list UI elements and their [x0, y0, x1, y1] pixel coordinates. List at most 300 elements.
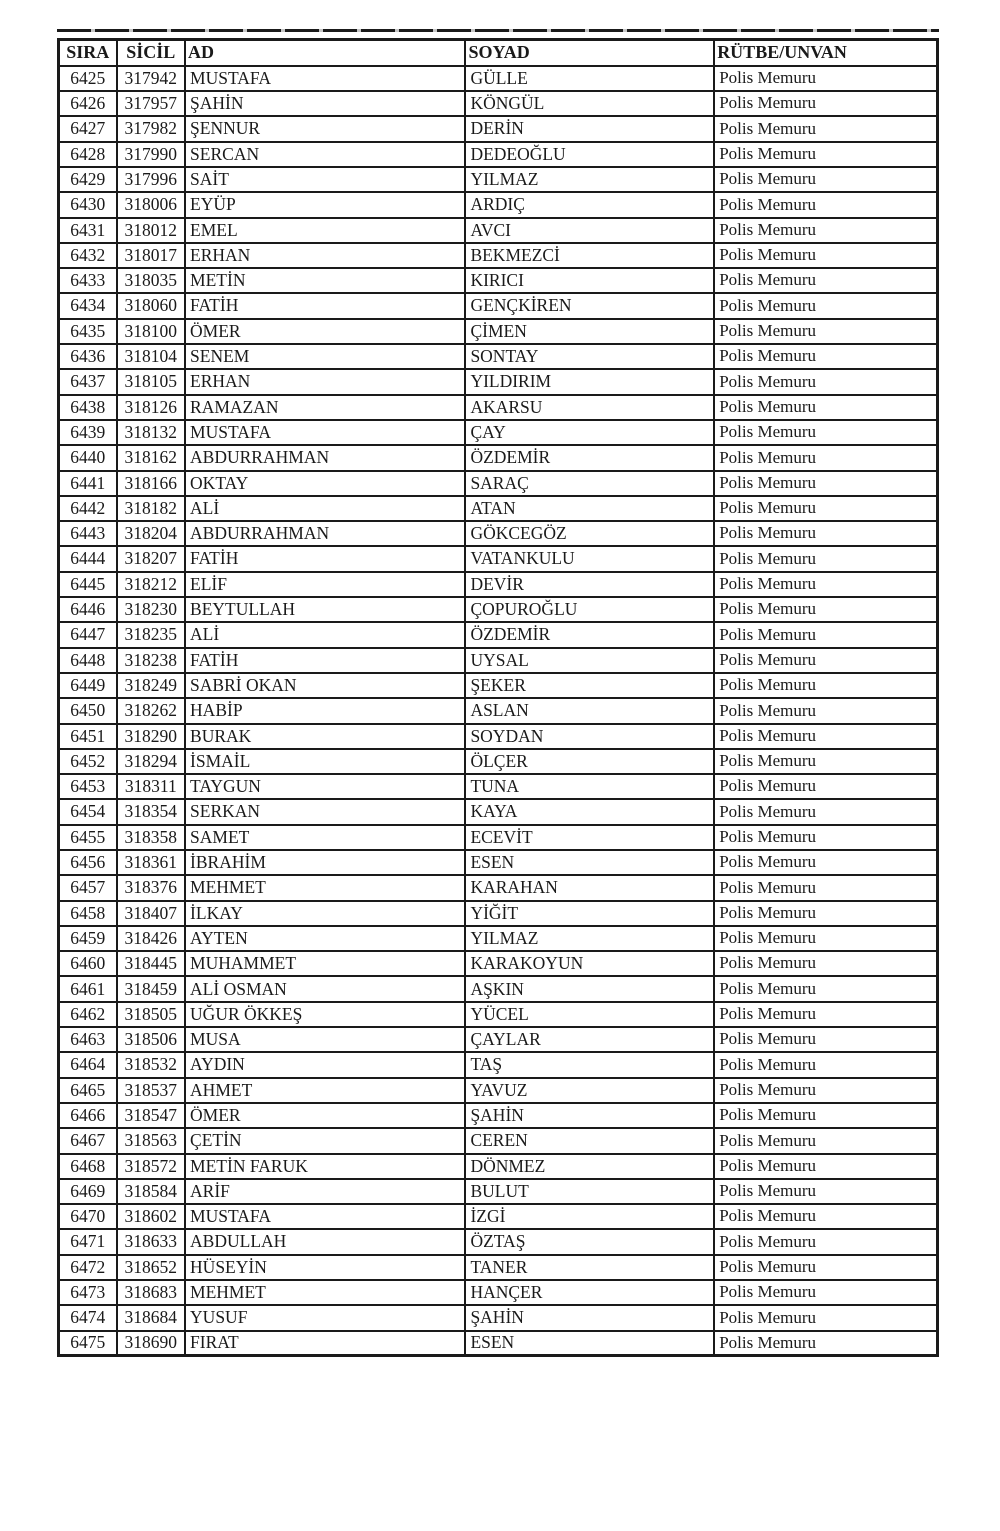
cell-ad: UĞUR ÖKKEŞ	[185, 1002, 465, 1027]
table-row	[59, 1305, 938, 1330]
cell-sira: 6451	[59, 724, 117, 749]
cell-ad: ÇETİN	[185, 1128, 465, 1153]
table-row	[59, 420, 938, 445]
cell-sicil: 318633	[117, 1229, 186, 1254]
cell-sira: 6430	[59, 192, 117, 217]
table-row	[59, 1331, 938, 1356]
table-row	[59, 1078, 938, 1103]
cell-sicil: 318230	[117, 597, 186, 622]
cell-soyad: ESEN	[465, 1331, 714, 1356]
cell-ad: FATİH	[185, 293, 465, 318]
cell-soyad: YILMAZ	[465, 926, 714, 951]
table-row	[59, 1154, 938, 1179]
cell-soyad: DEDEOĞLU	[465, 142, 714, 167]
cell-soyad: AŞKIN	[465, 976, 714, 1001]
cell-sira: 6471	[59, 1229, 117, 1254]
cell-ad: FATİH	[185, 546, 465, 571]
cell-rutbe-unvan: Polis Memuru	[714, 774, 937, 799]
cell-sicil: 318563	[117, 1128, 186, 1153]
cell-soyad: HANÇER	[465, 1280, 714, 1305]
table-row	[59, 622, 938, 647]
table-row	[59, 875, 938, 900]
cell-soyad: YILMAZ	[465, 167, 714, 192]
cell-ad: MEHMET	[185, 1280, 465, 1305]
cell-sicil: 318354	[117, 799, 186, 824]
cell-ad: AYDIN	[185, 1052, 465, 1077]
cell-rutbe-unvan: Polis Memuru	[714, 521, 937, 546]
cell-rutbe-unvan: Polis Memuru	[714, 875, 937, 900]
cell-rutbe-unvan: Polis Memuru	[714, 1052, 937, 1077]
cell-soyad: DEVİR	[465, 572, 714, 597]
cell-sira: 6447	[59, 622, 117, 647]
cell-ad: MEHMET	[185, 875, 465, 900]
cell-soyad: YILDIRIM	[465, 369, 714, 394]
cell-rutbe-unvan: Polis Memuru	[714, 1179, 937, 1204]
cell-ad: ERHAN	[185, 243, 465, 268]
cell-ad: EYÜP	[185, 192, 465, 217]
cell-soyad: ÖZDEMİR	[465, 445, 714, 470]
table-row	[59, 825, 938, 850]
table-row	[59, 369, 938, 394]
cell-rutbe-unvan: Polis Memuru	[714, 901, 937, 926]
cell-soyad: ŞEKER	[465, 673, 714, 698]
cell-soyad: ÇAYLAR	[465, 1027, 714, 1052]
cell-sicil: 317982	[117, 116, 186, 141]
cell-sira: 6469	[59, 1179, 117, 1204]
cell-soyad: ÇOPUROĞLU	[465, 597, 714, 622]
cell-soyad: AVCI	[465, 218, 714, 243]
cell-sicil: 318204	[117, 521, 186, 546]
cell-soyad: ESEN	[465, 850, 714, 875]
cell-ad: SERCAN	[185, 142, 465, 167]
table-header	[59, 40, 938, 66]
table-row	[59, 799, 938, 824]
cell-ad: ALİ	[185, 622, 465, 647]
cell-rutbe-unvan: Polis Memuru	[714, 622, 937, 647]
cell-sicil: 317996	[117, 167, 186, 192]
cell-rutbe-unvan: Polis Memuru	[714, 1331, 937, 1356]
cell-sicil: 318376	[117, 875, 186, 900]
table-row	[59, 243, 938, 268]
table-row	[59, 749, 938, 774]
cell-rutbe-unvan: Polis Memuru	[714, 445, 937, 470]
cell-sicil: 318505	[117, 1002, 186, 1027]
cell-sicil: 318166	[117, 471, 186, 496]
cell-ad: SERKAN	[185, 799, 465, 824]
cell-sicil: 317942	[117, 66, 186, 91]
cell-sicil: 317957	[117, 91, 186, 116]
cell-ad: RAMAZAN	[185, 395, 465, 420]
cell-ad: METİN FARUK	[185, 1154, 465, 1179]
cell-sira: 6454	[59, 799, 117, 824]
cell-sira: 6446	[59, 597, 117, 622]
cell-soyad: GÖKCEGÖZ	[465, 521, 714, 546]
cell-soyad: KAYA	[465, 799, 714, 824]
table-row	[59, 698, 938, 723]
cell-sicil: 317990	[117, 142, 186, 167]
cell-sira: 6461	[59, 976, 117, 1001]
cell-soyad: ATAN	[465, 496, 714, 521]
table-row	[59, 293, 938, 318]
cell-ad: MUSTAFA	[185, 1204, 465, 1229]
cell-rutbe-unvan: Polis Memuru	[714, 395, 937, 420]
cell-sicil: 318126	[117, 395, 186, 420]
cell-rutbe-unvan: Polis Memuru	[714, 597, 937, 622]
cell-sicil: 318249	[117, 673, 186, 698]
cell-sicil: 318006	[117, 192, 186, 217]
cell-soyad: TANER	[465, 1255, 714, 1280]
cell-rutbe-unvan: Polis Memuru	[714, 1128, 937, 1153]
table-row	[59, 1179, 938, 1204]
cell-sicil: 318060	[117, 293, 186, 318]
cell-soyad: İZGİ	[465, 1204, 714, 1229]
table-row	[59, 1103, 938, 1128]
cell-rutbe-unvan: Polis Memuru	[714, 1078, 937, 1103]
cell-ad: ABDULLAH	[185, 1229, 465, 1254]
cell-ad: OKTAY	[185, 471, 465, 496]
table-row	[59, 192, 938, 217]
cell-ad: MUSTAFA	[185, 66, 465, 91]
cell-sira: 6444	[59, 546, 117, 571]
cell-ad: ALİ OSMAN	[185, 976, 465, 1001]
table-row	[59, 218, 938, 243]
cell-ad: İBRAHİM	[185, 850, 465, 875]
cell-sicil: 318212	[117, 572, 186, 597]
cell-soyad: ÖZTAŞ	[465, 1229, 714, 1254]
cell-rutbe-unvan: Polis Memuru	[714, 369, 937, 394]
cell-soyad: ÖLÇER	[465, 749, 714, 774]
cell-rutbe-unvan: Polis Memuru	[714, 850, 937, 875]
cell-sicil: 318104	[117, 344, 186, 369]
table-row	[59, 521, 938, 546]
cell-rutbe-unvan: Polis Memuru	[714, 799, 937, 824]
table-row	[59, 774, 938, 799]
cell-sira: 6427	[59, 116, 117, 141]
cell-rutbe-unvan: Polis Memuru	[714, 167, 937, 192]
cell-sira: 6473	[59, 1280, 117, 1305]
cell-ad: ŞAHİN	[185, 91, 465, 116]
cell-rutbe-unvan: Polis Memuru	[714, 1305, 937, 1330]
cell-soyad: YAVUZ	[465, 1078, 714, 1103]
cell-sicil: 318262	[117, 698, 186, 723]
cell-sira: 6463	[59, 1027, 117, 1052]
table-row	[59, 344, 938, 369]
cell-rutbe-unvan: Polis Memuru	[714, 1204, 937, 1229]
cell-rutbe-unvan: Polis Memuru	[714, 66, 937, 91]
table-row	[59, 648, 938, 673]
cell-rutbe-unvan: Polis Memuru	[714, 1280, 937, 1305]
cell-sira: 6450	[59, 698, 117, 723]
table-row	[59, 116, 938, 141]
cell-ad: EMEL	[185, 218, 465, 243]
cell-sira: 6448	[59, 648, 117, 673]
cell-sira: 6470	[59, 1204, 117, 1229]
table-row	[59, 951, 938, 976]
cell-sira: 6457	[59, 875, 117, 900]
cell-rutbe-unvan: Polis Memuru	[714, 648, 937, 673]
cell-sira: 6453	[59, 774, 117, 799]
cell-sicil: 318182	[117, 496, 186, 521]
cell-ad: İLKAY	[185, 901, 465, 926]
cell-soyad: BEKMEZCİ	[465, 243, 714, 268]
table-row	[59, 1229, 938, 1254]
cell-soyad: ASLAN	[465, 698, 714, 723]
cell-soyad: SOYDAN	[465, 724, 714, 749]
cell-sicil: 318572	[117, 1154, 186, 1179]
cell-ad: SENEM	[185, 344, 465, 369]
cell-rutbe-unvan: Polis Memuru	[714, 142, 937, 167]
cell-rutbe-unvan: Polis Memuru	[714, 344, 937, 369]
cell-sicil: 318132	[117, 420, 186, 445]
cell-sicil: 318584	[117, 1179, 186, 1204]
cell-sicil: 318238	[117, 648, 186, 673]
cell-soyad: ECEVİT	[465, 825, 714, 850]
cell-rutbe-unvan: Polis Memuru	[714, 1154, 937, 1179]
cell-sira: 6474	[59, 1305, 117, 1330]
cell-sicil: 318445	[117, 951, 186, 976]
cell-sira: 6465	[59, 1078, 117, 1103]
cell-sira: 6468	[59, 1154, 117, 1179]
cell-sira: 6456	[59, 850, 117, 875]
cell-ad: SAMET	[185, 825, 465, 850]
cell-rutbe-unvan: Polis Memuru	[714, 91, 937, 116]
cell-rutbe-unvan: Polis Memuru	[714, 546, 937, 571]
cell-ad: METİN	[185, 268, 465, 293]
cell-ad: ELİF	[185, 572, 465, 597]
cell-sicil: 318035	[117, 268, 186, 293]
cell-sicil: 318290	[117, 724, 186, 749]
cell-sicil: 318459	[117, 976, 186, 1001]
table-row	[59, 926, 938, 951]
cell-soyad: YÜCEL	[465, 1002, 714, 1027]
cell-sicil: 318207	[117, 546, 186, 571]
cell-rutbe-unvan: Polis Memuru	[714, 926, 937, 951]
cell-rutbe-unvan: Polis Memuru	[714, 1002, 937, 1027]
cell-sira: 6445	[59, 572, 117, 597]
cell-soyad: DERİN	[465, 116, 714, 141]
table-row	[59, 268, 938, 293]
cell-soyad: DÖNMEZ	[465, 1154, 714, 1179]
cell-ad: ÖMER	[185, 1103, 465, 1128]
cell-soyad: ARDIÇ	[465, 192, 714, 217]
cell-ad: ABDURRAHMAN	[185, 445, 465, 470]
cell-rutbe-unvan: Polis Memuru	[714, 673, 937, 698]
cell-sira: 6475	[59, 1331, 117, 1356]
table-row	[59, 976, 938, 1001]
table-body	[59, 66, 938, 1356]
cell-ad: MUHAMMET	[185, 951, 465, 976]
cell-soyad: CEREN	[465, 1128, 714, 1153]
table-row	[59, 1255, 938, 1280]
cell-ad: MUSA	[185, 1027, 465, 1052]
cell-ad: ABDURRAHMAN	[185, 521, 465, 546]
cell-sira: 6426	[59, 91, 117, 116]
cell-ad: ALİ	[185, 496, 465, 521]
table-row	[59, 673, 938, 698]
cell-ad: FIRAT	[185, 1331, 465, 1356]
table-row	[59, 901, 938, 926]
cell-ad: ÖMER	[185, 319, 465, 344]
cell-rutbe-unvan: Polis Memuru	[714, 116, 937, 141]
cell-rutbe-unvan: Polis Memuru	[714, 496, 937, 521]
column-header-rutbe-unvan: RÜTBE/UNVAN	[714, 40, 937, 66]
cell-sira: 6428	[59, 142, 117, 167]
cell-rutbe-unvan: Polis Memuru	[714, 825, 937, 850]
cell-sira: 6436	[59, 344, 117, 369]
cell-rutbe-unvan: Polis Memuru	[714, 471, 937, 496]
cell-soyad: GÜLLE	[465, 66, 714, 91]
cell-sicil: 318506	[117, 1027, 186, 1052]
cell-sicil: 318294	[117, 749, 186, 774]
table-row	[59, 850, 938, 875]
table-row	[59, 66, 938, 91]
cell-rutbe-unvan: Polis Memuru	[714, 293, 937, 318]
cell-sira: 6433	[59, 268, 117, 293]
cell-sira: 6443	[59, 521, 117, 546]
cell-sicil: 318017	[117, 243, 186, 268]
cell-soyad: TAŞ	[465, 1052, 714, 1077]
table-row	[59, 546, 938, 571]
cell-rutbe-unvan: Polis Memuru	[714, 192, 937, 217]
table-row	[59, 572, 938, 597]
cell-ad: İSMAİL	[185, 749, 465, 774]
cell-rutbe-unvan: Polis Memuru	[714, 218, 937, 243]
cell-rutbe-unvan: Polis Memuru	[714, 698, 937, 723]
cell-ad: HABİP	[185, 698, 465, 723]
cell-sicil: 318532	[117, 1052, 186, 1077]
cell-sicil: 318683	[117, 1280, 186, 1305]
column-header-ad: AD	[185, 40, 465, 66]
cell-rutbe-unvan: Polis Memuru	[714, 1103, 937, 1128]
cell-sira: 6458	[59, 901, 117, 926]
cell-rutbe-unvan: Polis Memuru	[714, 724, 937, 749]
table-row	[59, 724, 938, 749]
cell-sicil: 318235	[117, 622, 186, 647]
cell-sira: 6437	[59, 369, 117, 394]
cell-soyad: YİĞİT	[465, 901, 714, 926]
cell-soyad: KARAHAN	[465, 875, 714, 900]
cell-sira: 6438	[59, 395, 117, 420]
cell-sira: 6455	[59, 825, 117, 850]
cell-rutbe-unvan: Polis Memuru	[714, 420, 937, 445]
cell-sira: 6434	[59, 293, 117, 318]
cell-ad: BEYTULLAH	[185, 597, 465, 622]
cell-sira: 6431	[59, 218, 117, 243]
cell-soyad: SARAÇ	[465, 471, 714, 496]
cell-sira: 6460	[59, 951, 117, 976]
cell-soyad: ÖZDEMİR	[465, 622, 714, 647]
cell-sira: 6435	[59, 319, 117, 344]
cell-rutbe-unvan: Polis Memuru	[714, 572, 937, 597]
cell-rutbe-unvan: Polis Memuru	[714, 319, 937, 344]
cell-soyad: ÇAY	[465, 420, 714, 445]
cropped-previous-row-line	[57, 29, 939, 32]
cell-soyad: KARAKOYUN	[465, 951, 714, 976]
cell-sicil: 318105	[117, 369, 186, 394]
cell-soyad: SONTAY	[465, 344, 714, 369]
cell-sira: 6429	[59, 167, 117, 192]
cell-rutbe-unvan: Polis Memuru	[714, 749, 937, 774]
cell-sira: 6432	[59, 243, 117, 268]
cell-ad: YUSUF	[185, 1305, 465, 1330]
column-header-soyad: SOYAD	[465, 40, 714, 66]
cell-ad: TAYGUN	[185, 774, 465, 799]
cell-sira: 6440	[59, 445, 117, 470]
cell-soyad: TUNA	[465, 774, 714, 799]
table-row	[59, 1002, 938, 1027]
table-row	[59, 1204, 938, 1229]
cell-soyad: ŞAHİN	[465, 1305, 714, 1330]
cell-ad: ARİF	[185, 1179, 465, 1204]
column-header-sira: SIRA	[59, 40, 117, 66]
cell-rutbe-unvan: Polis Memuru	[714, 243, 937, 268]
table-row	[59, 597, 938, 622]
cell-soyad: KÖNGÜL	[465, 91, 714, 116]
cell-rutbe-unvan: Polis Memuru	[714, 951, 937, 976]
table-row	[59, 1280, 938, 1305]
cell-soyad: BULUT	[465, 1179, 714, 1204]
table-row	[59, 91, 938, 116]
cell-sicil: 318690	[117, 1331, 186, 1356]
cell-sicil: 318684	[117, 1305, 186, 1330]
cell-rutbe-unvan: Polis Memuru	[714, 1229, 937, 1254]
cell-soyad: KIRICI	[465, 268, 714, 293]
cell-soyad: AKARSU	[465, 395, 714, 420]
cell-ad: AHMET	[185, 1078, 465, 1103]
cell-sicil: 318358	[117, 825, 186, 850]
header-row	[59, 40, 938, 66]
cell-ad: BURAK	[185, 724, 465, 749]
cell-sira: 6452	[59, 749, 117, 774]
cell-sira: 6441	[59, 471, 117, 496]
cell-sira: 6459	[59, 926, 117, 951]
table-row	[59, 142, 938, 167]
cell-soyad: ÇİMEN	[465, 319, 714, 344]
cell-sira: 6464	[59, 1052, 117, 1077]
cell-sicil: 318012	[117, 218, 186, 243]
cell-sicil: 318162	[117, 445, 186, 470]
cell-sira: 6449	[59, 673, 117, 698]
table-row	[59, 167, 938, 192]
table-row	[59, 1128, 938, 1153]
cell-ad: SAİT	[185, 167, 465, 192]
table-row	[59, 471, 938, 496]
cell-sicil: 318426	[117, 926, 186, 951]
cell-sicil: 318100	[117, 319, 186, 344]
personnel-table	[57, 38, 939, 1357]
table-row	[59, 1027, 938, 1052]
cell-ad: AYTEN	[185, 926, 465, 951]
cell-sira: 6439	[59, 420, 117, 445]
cell-ad: ERHAN	[185, 369, 465, 394]
table-row	[59, 319, 938, 344]
cell-sicil: 318547	[117, 1103, 186, 1128]
table-row	[59, 395, 938, 420]
cell-sira: 6472	[59, 1255, 117, 1280]
cell-rutbe-unvan: Polis Memuru	[714, 976, 937, 1001]
cell-sira: 6467	[59, 1128, 117, 1153]
cell-sira: 6462	[59, 1002, 117, 1027]
cell-sicil: 318537	[117, 1078, 186, 1103]
cell-soyad: VATANKULU	[465, 546, 714, 571]
cell-sicil: 318602	[117, 1204, 186, 1229]
cell-sira: 6466	[59, 1103, 117, 1128]
cell-ad: SABRİ OKAN	[185, 673, 465, 698]
cell-ad: FATİH	[185, 648, 465, 673]
cell-rutbe-unvan: Polis Memuru	[714, 268, 937, 293]
cell-rutbe-unvan: Polis Memuru	[714, 1255, 937, 1280]
cell-sicil: 318407	[117, 901, 186, 926]
